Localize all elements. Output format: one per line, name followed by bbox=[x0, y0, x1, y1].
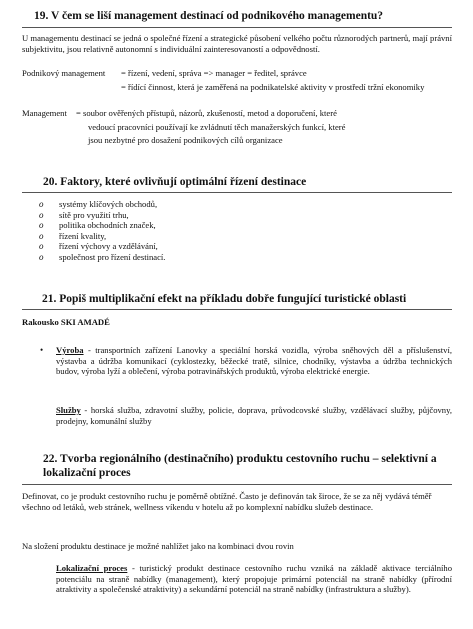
circle-bullet-icon: o bbox=[39, 199, 44, 209]
lokalizacni-proces-label: Lokalizační proces bbox=[56, 563, 128, 573]
vyroba-label: Výroba bbox=[56, 345, 84, 355]
list-item: o řízení kvality, bbox=[39, 230, 107, 241]
bullet-icon: • bbox=[40, 345, 44, 355]
sluzby-text: - horská služba, zdravotní služby, policie, doprava, průvodcovské služby, vzdělávací služby, půjčovny, prodejny, komunální služby bbox=[56, 405, 452, 426]
circle-bullet-icon: o bbox=[39, 241, 44, 252]
circle-bullet-icon: o bbox=[39, 230, 44, 241]
list-item: o politika obchodních značek, bbox=[39, 220, 156, 231]
management-def-3: jsou nezbytné pro dosažení podnikových cílů organizace bbox=[88, 135, 283, 145]
vyroba-text: - transportních zařízení Lanovky a speciální horská vozidla, výroba sněhových děl a příslušenství, výstavba a údržba komunikací (cyklostezky, běžecké tratě, silnice, chodníky, výstavba a údržba technických budov, výroba lyží a oblečení, výroba potravinářských produktů, výroba elektrické energie. bbox=[56, 345, 452, 377]
lokalizacni-proces-text: - turistický produkt destinace cestovního ruchu vzniká na základě aktivace terciálního potenciálu na straně nabídky (management), který propojuje primární potenciál na straně nabídky (přírodní atraktivity a společenské atraktivity) a sekundární potenciál na straně nabídky (infrastruktura a služby). bbox=[56, 563, 452, 595]
q22-heading-line-2: lokalizační proces bbox=[43, 467, 131, 479]
q19-paragraph: U managementu destinací se jedná o společné řízení a strategické působení velkého počtu různorodých partnerů, mají právní subjektivitu, jsou relativně autonomní s individuální zainteresovaností a odpovědností. bbox=[22, 33, 452, 54]
q22-heading-line-1: 22. Tvorba regionálního (destinačního) produktu cestovního ruchu – selektivní a bbox=[43, 453, 437, 465]
circle-bullet-icon: o bbox=[39, 209, 44, 220]
podnikovy-management-def-2: = řídící činnost, která je zaměřená na podnikatelské aktivity v prostředí tržní ekonomiky bbox=[121, 82, 425, 92]
list-item: o sítě pro využití trhu, bbox=[39, 209, 129, 220]
list-item: o řízení výchovy a vzdělávání, bbox=[39, 241, 158, 252]
circle-bullet-icon: o bbox=[39, 220, 44, 231]
section-divider bbox=[22, 192, 452, 193]
podnikovy-management-label: Podnikový management bbox=[22, 68, 106, 78]
management-def-2: vedoucí pracovníci používají ke zvládnutí těch manažerských funkcí, které bbox=[88, 122, 346, 132]
q21-heading: 21. Popiš multiplikační efekt na příkladu dobře fungující turistické oblasti bbox=[42, 293, 407, 305]
q20-factor-list bbox=[39, 199, 339, 263]
management-label: Management bbox=[22, 108, 67, 118]
vyroba-paragraph bbox=[56, 345, 452, 377]
q21-subheading: Rakousko SKI AMADÉ bbox=[22, 317, 110, 327]
list-item: o systémy klíčových obchodů, bbox=[39, 199, 158, 209]
sluzby-paragraph bbox=[56, 405, 452, 426]
management-def-1: = soubor ověřených přístupů, názorů, zkušeností, metod a doporučení, které bbox=[76, 108, 337, 118]
sluzby-label: Služby bbox=[56, 405, 81, 415]
q19-heading: 19. V čem se liší management destinací od podnikového managementu? bbox=[34, 10, 384, 22]
lokalizacni-proces-paragraph bbox=[56, 563, 452, 595]
q22-paragraph-2: Na složení produktu destinace je možné nahlížet jako na kombinaci dvou rovin bbox=[22, 541, 294, 551]
podnikovy-management-def-1: = řízení, vedení, správa => manager = ředitel, správce bbox=[121, 68, 307, 78]
q20-heading: 20. Faktory, které ovlivňují optimální řízení destinace bbox=[43, 176, 307, 188]
section-divider bbox=[22, 27, 452, 28]
list-item: o společnost pro řízení destinací. bbox=[39, 251, 166, 262]
section-divider bbox=[22, 484, 452, 485]
q22-paragraph-1: Definovat, co je produkt cestovního ruchu je poměrně obtížné. Často je definován tak široce, že se za něj vydává téměř všechno od letáků, web stránek, wellness víkendu v hotelu až po komplexní nabídku služeb destinace. bbox=[22, 491, 432, 512]
section-divider bbox=[22, 309, 452, 310]
circle-bullet-icon: o bbox=[39, 251, 44, 262]
